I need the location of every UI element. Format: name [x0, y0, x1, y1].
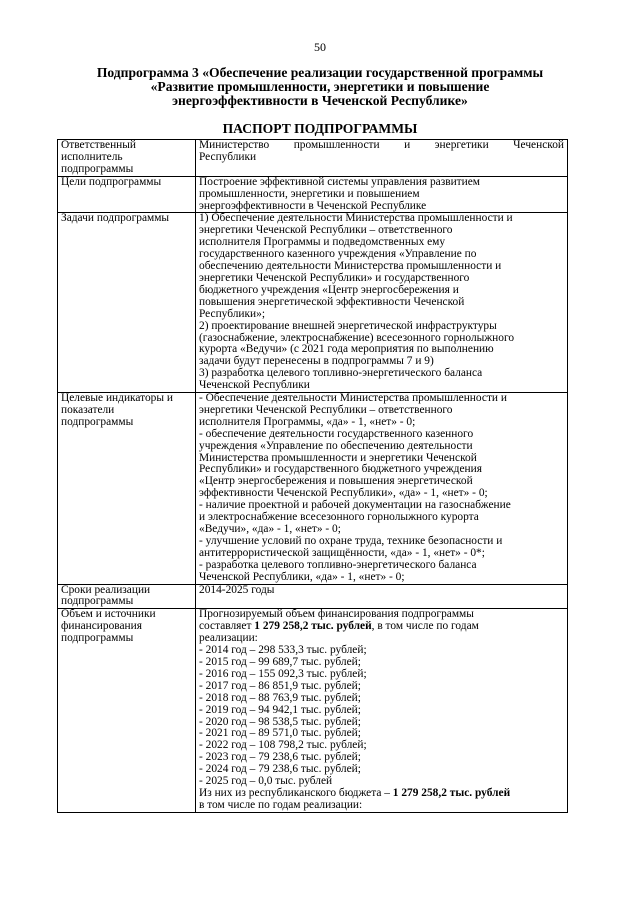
passport-table — [57, 139, 568, 813]
row-executor — [58, 140, 568, 177]
label-terms: Сроки реализации подпрограммы — [58, 584, 196, 609]
financing-year: - 2021 год – 89 571,0 тыс. рублей; — [199, 727, 361, 740]
value-tasks: 1) Обеспечение деятельности Министерства промышленности и энергетики Чеченской Республики – ответственного исполнителя Программы и подведомственных ему государственного казенного учреждения «Управление по обеспечению деятельности Министерства промышленности и энергетики Чеченской Республики» и государственного бюджетного учреждения «Центр энергосбережения и повышения энергетической эффективности Чеченской Республики»; 2) проектирование внешней энергетической инфраструктуры (газоснабжение, электроснабжение) всесезонного горнолыжного курорта «Ведучи» (с 2021 года мероприятия по выполнению задачи будут перенесены в подпрограммы 7 и 9) 3) разработка целевого топливно-энергетического баланса Чеченской Республики — [196, 213, 568, 393]
financing-year: - 2015 год – 99 689,7 тыс. рублей; — [199, 655, 361, 668]
label-executor: Ответственный исполнитель подпрограммы — [58, 140, 196, 177]
row-indicators — [58, 393, 568, 585]
financing-year: - 2016 год – 155 092,3 тыс. рублей; — [199, 667, 367, 680]
label-goals: Цели подпрограммы — [58, 176, 196, 213]
row-tasks — [58, 213, 568, 393]
value-terms: 2014-2025 годы — [196, 584, 568, 609]
financing-total: 1 279 258,2 тыс. рублей — [254, 620, 372, 633]
title-line: энергоэффективности в Чеченской Республике» — [172, 93, 468, 108]
financing-year: - 2019 год – 94 942,1 тыс. рублей; — [199, 703, 361, 716]
financing-year: - 2014 год – 298 533,3 тыс. рублей; — [199, 644, 367, 657]
label-financing: Объем и источники финансирования подпрограммы — [58, 609, 196, 812]
value-executor: Министерство промышленности и энергетики Чеченской Республики — [196, 140, 568, 177]
title-line: «Развитие промышленности, энергетики и повышение — [150, 79, 490, 94]
row-terms — [58, 584, 568, 609]
financing-year: - 2024 год – 79 238,6 тыс. рублей; — [199, 763, 361, 776]
row-financing — [58, 609, 568, 812]
financing-year: - 2017 год – 86 851,9 тыс. рублей; — [199, 679, 361, 692]
financing-year: - 2023 год – 79 238,6 тыс. рублей; — [199, 751, 361, 764]
label-tasks: Задачи подпрограммы — [58, 213, 196, 393]
value-goals: Построение эффективной системы управления развитием промышленности, энергетики и повышением энергоэффективности в Чеченской Республике — [196, 176, 568, 213]
financing-year: - 2022 год – 108 798,2 тыс. рублей; — [199, 739, 367, 752]
financing-year: - 2020 год – 98 538,5 тыс. рублей; — [199, 715, 361, 728]
page-number: 50 — [314, 40, 326, 54]
value-indicators: - Обеспечение деятельности Министерства промышленности и энергетики Чеченской Республики – ответственного исполнителя Программы, «да» - 1, «нет» - 0; - обеспечение деятельности государственного казенного учреждения «Управление по обеспечению деятельности Министерства промышленности и энергетики Чеченской Республики» и государственного бюджетного учреждения «Центр энергосбережения и повышения энергетической эффективности Чеченской Республики», «да» - 1, «нет» - 0; - наличие проектной и рабочей документации на газоснабжение и электроснабжение всесезонного горнолыжного курорта «Ведучи», «да» - 1, «нет» - 0; - улучшение условий по охране труда, технике безопасности и антитеррористической защищённости, «да» - 1, «нет» - 0*; - разработка целевого топливно-энергетического баланса Чеченской Республики, «да» - 1, «нет» - 0; — [196, 393, 568, 585]
financing-year: - 2018 год – 88 763,9 тыс. рублей; — [199, 691, 361, 704]
row-goals — [58, 176, 568, 213]
title-line: Подпрограмма 3 «Обеспечение реализации государственной программы — [96, 65, 544, 80]
passport-heading: ПАСПОРТ ПОДПРОГРАММЫ — [222, 121, 418, 136]
financing-year: - 2025 год – 0,0 тыс. рублей — [199, 775, 333, 788]
value-financing: Прогнозируемый объем финансирования подпрограммы составляет 1 279 258,2 тыс. рублей, в том числе по годам реализации: - 2014 год – 298 533,3 тыс. рублей; - 2015 год – 99 689,7 тыс. рублей; - 2016 год – 155 092,3 тыс. рублей; - 2017 год – 86 851,9 тыс. рублей; - 2018 год – 88 763,9 тыс. рублей; - 2019 год – 94 942,1 тыс. рублей; - 2020 год – 98 538,5 тыс. рублей; - 2021 год – 89 571,0 тыс. рублей; - 2022 год – 108 798,2 тыс. рублей; - 2023 год – 79 238,6 тыс. рублей; - 2024 год – 79 238,6 тыс. рублей; - 2025 год – 0,0 тыс. рублей Из них из республиканского бюджета – 1 279 258,2 тыс. рублей в том числе по годам реализации: — [196, 609, 568, 812]
label-indicators: Целевые индикаторы и показатели подпрограммы — [58, 393, 196, 585]
subprogram-title — [70, 66, 570, 108]
budget-total: 1 279 258,2 тыс. рублей — [392, 786, 511, 799]
